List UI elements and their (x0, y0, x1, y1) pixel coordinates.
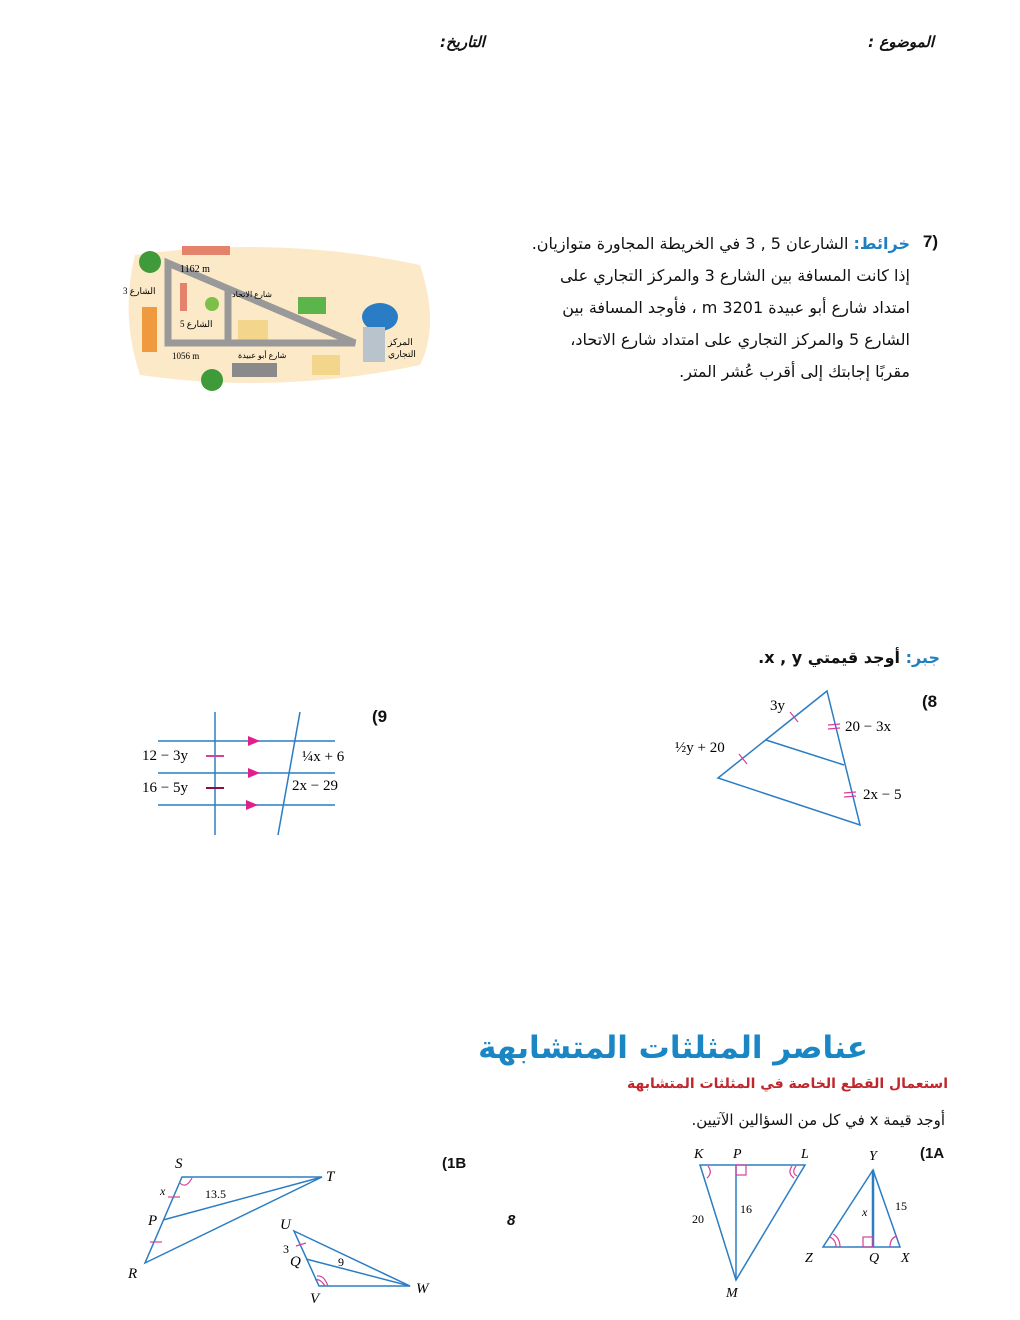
q1b-label: Q (290, 1254, 301, 1270)
q1b-label: 13.5 (205, 1187, 226, 1201)
algebra-heading (758, 648, 940, 667)
q1a-label: L (801, 1147, 809, 1162)
section-subtitle: استعمال القطع الخاصة في المثلثات المتشابهة (627, 1076, 948, 1092)
q7-line: مقربًا إجابتك إلى أقرب عُشر المتر. (679, 362, 910, 381)
q7-keyword: خرائط: (853, 234, 910, 253)
q1b-label: U (280, 1217, 291, 1233)
map-mall: التجاري (388, 349, 416, 359)
algebra-text: أوجد قيمتي x , y. (758, 648, 900, 667)
q1a-label: 15 (895, 1199, 907, 1213)
page-mark: 8 (507, 1212, 516, 1229)
q9-label: 12 − 3y (142, 748, 188, 764)
q1b-label: W (416, 1281, 429, 1297)
map-mall: المركز (388, 337, 413, 347)
q1a-label: Q (869, 1251, 880, 1266)
q9-label: 16 − 5y (142, 780, 188, 796)
q1b-label: R (128, 1266, 138, 1282)
q1b-number: (1B (442, 1155, 467, 1172)
q8-label: ½y + 20 (675, 740, 725, 756)
q7-line: إذا كانت المسافة بين الشارع 3 والمركز التجاري على (559, 266, 910, 285)
q7-line: الشارع 5 والمركز التجاري على امتداد شارع الاتحاد، (570, 330, 910, 349)
q9-number: (9 (372, 707, 388, 726)
q1a-label: 20 (692, 1212, 704, 1226)
q1a-label: X (901, 1251, 910, 1266)
q7-text (440, 228, 910, 388)
q1a-label: x (862, 1205, 868, 1219)
algebra-keyword: جبر: (905, 648, 940, 667)
q8-number: (8 (922, 692, 938, 711)
q7-number: 7) (922, 232, 938, 251)
q1b-label: x (160, 1184, 166, 1198)
q1a-label: Y (869, 1149, 877, 1164)
q1b-label: P (148, 1213, 158, 1229)
map-street5: الشارع 5 (180, 319, 213, 329)
map-dist-top: 1162 m (180, 264, 210, 275)
q1a-label: K (694, 1147, 704, 1162)
map-ittihad: شارع الاتحاد (232, 290, 272, 299)
q8-triangle (660, 680, 920, 840)
q9-label: ¼x + 6 (302, 749, 345, 765)
date-label: التاريخ: (440, 33, 485, 51)
q1b-label: V (310, 1291, 320, 1307)
q1b-label: S (175, 1156, 183, 1172)
q9-parallel-lines (130, 700, 390, 845)
q7-line: الشارعان 5 , 3 في الخريطة المجاورة متوازيان. (531, 234, 849, 253)
q1a-number: (1A (920, 1145, 945, 1162)
q9-label: 2x − 29 (292, 778, 338, 794)
q8-label: 20 − 3x (845, 719, 891, 735)
section-title: عناصر المثلثات المتشابهة (478, 1030, 868, 1066)
q1b-triangles (120, 1145, 440, 1310)
q1a-label: M (726, 1286, 738, 1300)
q1a-label: Z (805, 1251, 813, 1266)
q8-label: 3y (770, 698, 785, 714)
map-abu-ubaida: شارع أبو عبيدة (238, 351, 287, 360)
section-instruction: أوجد قيمة x في كل من السؤالين الآتيين. (691, 1111, 945, 1129)
q8-label: 2x − 5 (863, 787, 902, 803)
street-map (120, 235, 440, 395)
q1a-label: P (733, 1147, 742, 1162)
q1a-label: 16 (740, 1202, 752, 1216)
map-dist-bottom: 1056 m (172, 351, 200, 361)
q1b-label: 3 (283, 1242, 289, 1256)
q1a-triangles (680, 1140, 920, 1300)
q1b-label: T (326, 1169, 335, 1185)
q1b-label: 9 (338, 1255, 344, 1269)
map-street3: الشارع 3 (123, 286, 156, 296)
subject-label: الموضوع : (868, 33, 934, 51)
q7-line: امتداد شارع أبو عبيدة 3201 m ، فأوجد المسافة بين (562, 298, 910, 317)
